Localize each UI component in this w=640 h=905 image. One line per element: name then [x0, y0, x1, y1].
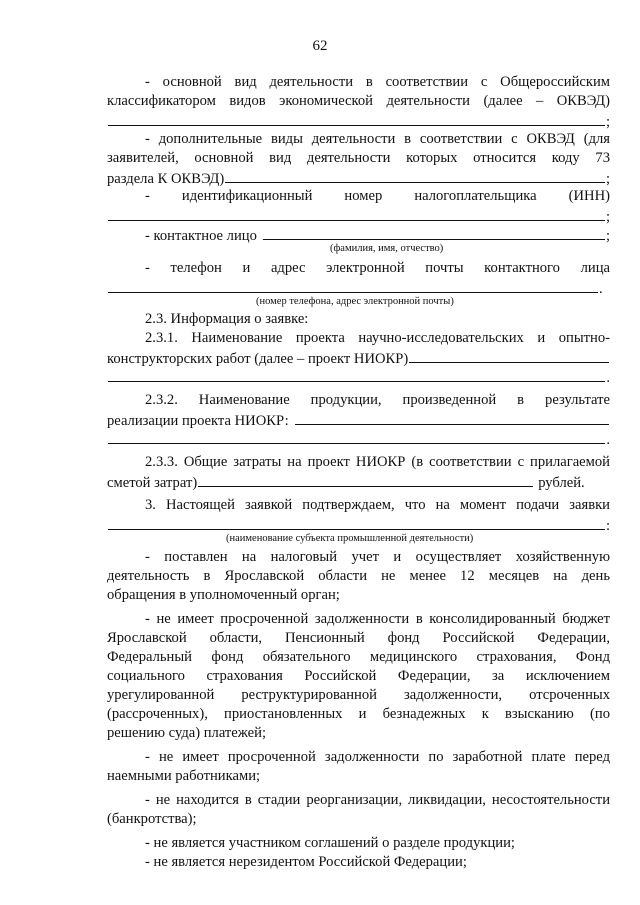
text-fragment: :: [605, 518, 610, 534]
text-line: - не имеет просроченной задолженности в консолидированный бюджет: [145, 611, 610, 627]
text-line: Федеральный фонд обязательного медицинского страхования, Фонд: [107, 649, 610, 665]
text-line: классификатором видов экономической деятельности (далее – ОКВЭД): [107, 93, 610, 109]
blank-line-total-cost[interactable]: [107, 472, 610, 493]
text-line: - не является участником соглашений о разделе продукции;: [145, 835, 515, 851]
underline: [225, 168, 605, 183]
blank-line-okved[interactable]: [107, 111, 610, 132]
text-fragment: ;: [605, 228, 610, 244]
underline: [108, 111, 605, 126]
text-line: Ярославской области, Пенсионный фонд Российской Федерации,: [107, 630, 610, 646]
text-line: решению суда) платежей;: [107, 725, 267, 741]
text-fragment: реализации проекта НИОКР:: [107, 413, 289, 429]
text-fragment: .: [606, 432, 610, 448]
text-line: - идентификационный номер налогоплательщика (ИНН): [145, 188, 610, 204]
text-line: - дополнительные виды деятельности в соответствии с ОКВЭД (для: [145, 131, 610, 147]
text-line: наемными работниками;: [107, 768, 261, 784]
underline: [108, 367, 605, 382]
underline: [108, 429, 605, 444]
caption: (наименование субъекта промышленной деятельности): [226, 533, 474, 544]
underline: [108, 515, 605, 530]
blank-line-product-name-2[interactable]: [107, 429, 610, 450]
text-line: урегулированной реструктурированной задолженности, отсроченных: [107, 687, 610, 703]
underline: [108, 206, 605, 221]
text-fragment: .: [606, 370, 610, 386]
text-line: - не является нерезидентом Российской Федерации;: [145, 854, 467, 870]
caption: (фамилия, имя, отчество): [330, 243, 444, 254]
blank-line-okved-additional[interactable]: [107, 168, 610, 189]
text-line: - поставлен на налоговый учет и осуществляет хозяйственную: [145, 549, 610, 565]
text-fragment: - контактное лицо: [145, 228, 257, 244]
underline: [108, 278, 598, 293]
text-line: заявителей, основной вид деятельности которых относится коду 73: [107, 150, 610, 166]
underline: [295, 410, 609, 425]
section-heading: 2.3. Информация о заявке:: [145, 311, 309, 327]
underline: [409, 348, 609, 363]
text-line: социального страхования Российской Федерации, за исключением: [107, 668, 610, 684]
text-line: - телефон и адрес электронной почты контактного лица: [145, 260, 610, 276]
text-line: (рассроченных), приостановленных и безнадежных к взысканию (по: [107, 706, 610, 722]
page-number: 62: [312, 38, 328, 54]
text-fragment: конструкторских работ (далее – проект НИОКР): [107, 351, 409, 367]
text-fragment: раздела К ОКВЭД): [107, 171, 225, 187]
text-fragment: сметой затрат): [107, 475, 198, 491]
text-fragment: ;: [605, 209, 610, 225]
text-line: 3. Настоящей заявкой подтверждаем, что на момент подачи заявки: [145, 497, 610, 513]
text-line: (банкротства);: [107, 811, 197, 827]
blank-line-inn[interactable]: [107, 206, 610, 227]
text-line: деятельность в Ярославской области не менее 12 месяцев на день: [107, 568, 610, 584]
text-fragment: рублей.: [538, 475, 585, 491]
blank-line-project-name[interactable]: [107, 348, 610, 369]
text-line: 2.3.2. Наименование продукции, произведенной в результате: [145, 392, 610, 408]
text-fragment: ;: [605, 114, 610, 130]
text-fragment: ;: [605, 171, 610, 187]
text-line: - не имеет просроченной задолженности по заработной плате перед: [145, 749, 610, 765]
text-line: 2.3.3. Общие затраты на проект НИОКР (в соответствии с прилагаемой: [145, 454, 610, 470]
blank-line-product-name[interactable]: [107, 410, 610, 431]
text-fragment: .: [599, 281, 603, 297]
blank-line-project-name-2[interactable]: [107, 367, 610, 388]
text-line: обращения в уполномоченный орган;: [107, 587, 340, 603]
underline: [263, 225, 605, 240]
text-line: - основной вид деятельности в соответствии с Общероссийским: [145, 74, 610, 90]
text-line: 2.3.1. Наименование проекта научно-исследовательских и опытно-: [145, 330, 610, 346]
text-line: - не находится в стадии реорганизации, ликвидации, несостоятельности: [145, 792, 610, 808]
caption: (номер телефона, адрес электронной почты): [256, 296, 454, 307]
underline: [198, 472, 533, 487]
